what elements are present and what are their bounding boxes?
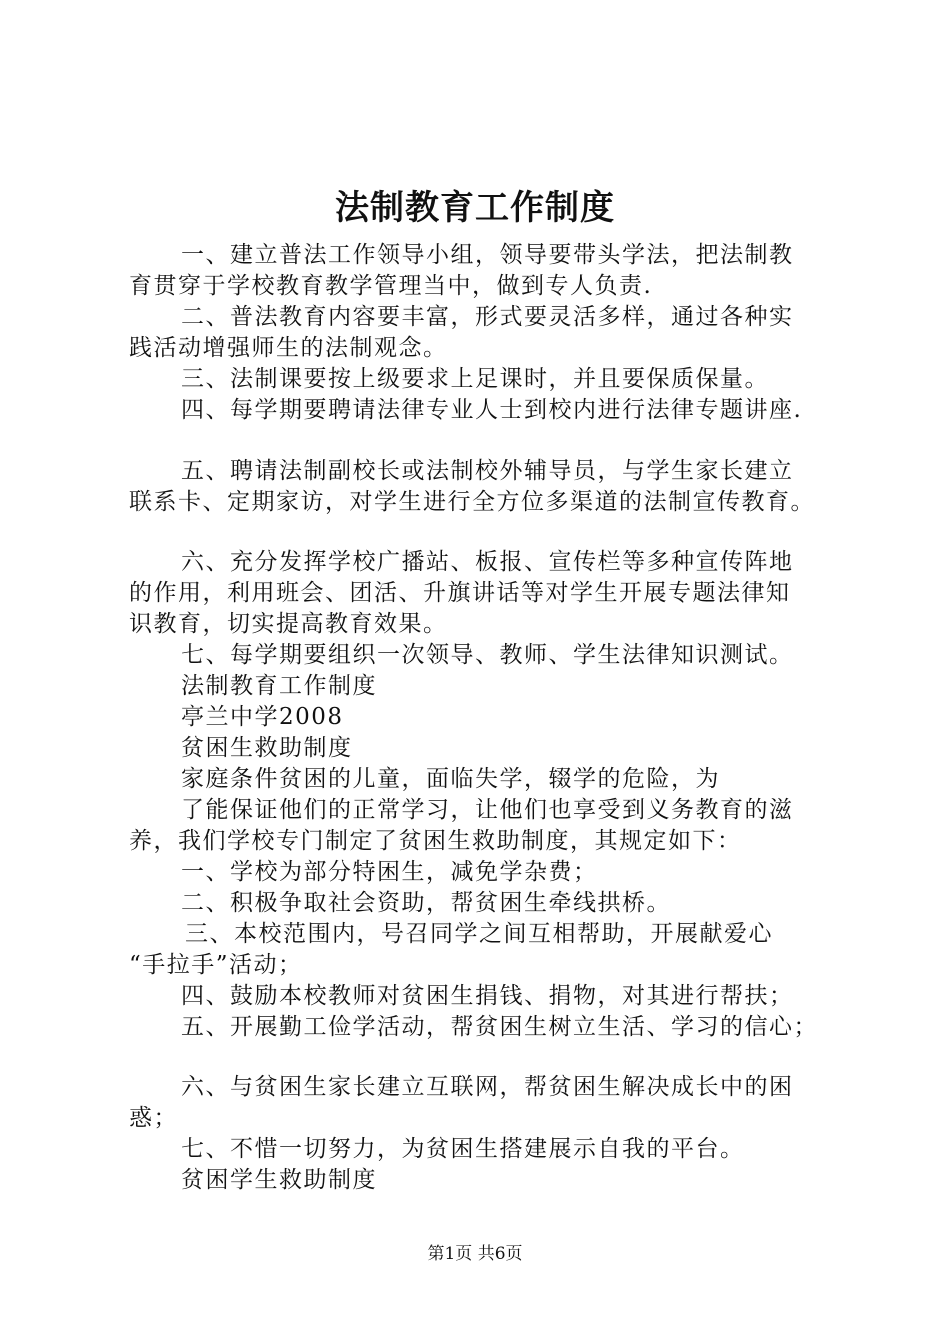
paragraph-line: 三、本校范围内，号召同学之间互相帮助，开展献爱心	[185, 921, 773, 947]
document-title: 法制教育工作制度	[335, 188, 615, 228]
paragraph-line: 七、不惜一切努力，为贫困生搭建展示自我的平台。	[181, 1136, 745, 1162]
paragraph-line: 四、鼓励本校教师对贫困生捐钱、捐物，对其进行帮扶；	[181, 983, 794, 1009]
page-footer: 第1页 共6页	[427, 1244, 523, 1264]
paragraph-line: 二、积极争取社会资助，帮贫困生牵线拱桥。	[181, 890, 671, 916]
paragraph-line: 三、法制课要按上级要求上足课时，并且要保质保量。	[181, 366, 769, 392]
paragraph-line: 法制教育工作制度	[181, 673, 377, 699]
paragraph-line: 育贯穿于学校教育教学管理当中，做到专人负责.	[129, 273, 653, 299]
paragraph-line: 二、普法教育内容要丰富，形式要灵活多样，通过各种实	[181, 304, 794, 330]
paragraph-line: 识教育，切实提高教育效果。	[129, 611, 448, 637]
paragraph-line: 了能保证他们的正常学习，让他们也享受到义务教育的滋	[181, 797, 794, 823]
paragraph-line: 四、每学期要聘请法律专业人士到校内进行法律专题讲座.	[181, 397, 803, 423]
paragraph-line: 养，我们学校专门制定了贫困生救助制度，其规定如下：	[129, 828, 742, 854]
paragraph-line: 的作用，利用班会、团活、升旗讲话等对学生开展专题法律知	[129, 580, 791, 606]
paragraph-line: 五、聘请法制副校长或法制校外辅导员，与学生家长建立	[181, 458, 794, 484]
paragraph-line: 家庭条件贫困的儿童，面临失学，辍学的危险，为	[181, 766, 720, 792]
paragraph-line: 贫困学生救助制度	[181, 1167, 377, 1193]
paragraph-line: 亭兰中学2008	[181, 704, 344, 730]
paragraph-line: 七、每学期要组织一次领导、教师、学生法律知识测试。	[181, 642, 794, 668]
paragraph-line: 一、建立普法工作领导小组，领导要带头学法，把法制教	[181, 242, 794, 268]
paragraph-line: 贫困生救助制度	[181, 735, 353, 761]
paragraph-line: 践活动增强师生的法制观念。	[129, 335, 448, 361]
paragraph-line: 一、学校为部分特困生，减免学杂费；	[181, 859, 598, 885]
paragraph-line: 五、开展勤工俭学活动，帮贫困生树立生活、学习的信心；	[181, 1014, 818, 1040]
paragraph-line: 联系卡、定期家访，对学生进行全方位多渠道的法制宣传教育。	[129, 489, 815, 515]
paragraph-line: “手拉手”活动；	[129, 952, 303, 978]
paragraph-line: 惑；	[129, 1105, 178, 1131]
paragraph-line: 六、充分发挥学校广播站、板报、宣传栏等多种宣传阵地	[181, 549, 794, 575]
paragraph-line: 六、与贫困生家长建立互联网，帮贫困生解决成长中的困	[181, 1074, 794, 1100]
